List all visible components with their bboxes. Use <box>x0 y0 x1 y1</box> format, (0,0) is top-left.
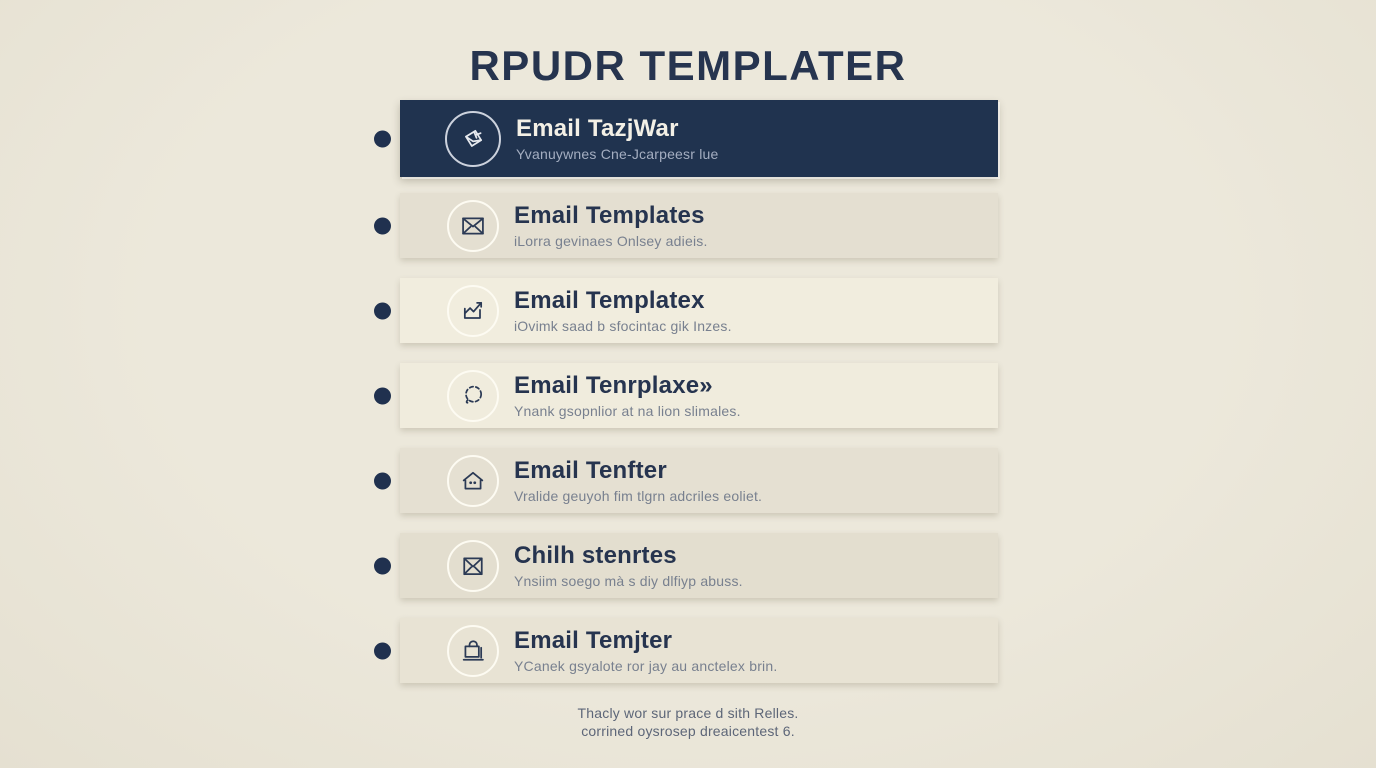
envelope-icon <box>447 200 499 252</box>
card-subtitle: iOvimk saad b sfocintac gik Inzes. <box>514 318 732 334</box>
shopping-bag-icon <box>447 625 499 677</box>
card-title: Chilh stenrtes <box>514 542 677 569</box>
footer-caption <box>0 704 1376 740</box>
card-text <box>514 627 777 674</box>
dashed-bubble-icon <box>447 370 499 422</box>
list-item-chilh-stenrtes[interactable] <box>400 533 998 598</box>
bullet-dot <box>374 130 391 147</box>
card-text <box>514 202 708 249</box>
card-title: Email Tenfter <box>514 457 667 484</box>
card-subtitle: Yvanuywnes Cne-Jcarpeesr lue <box>516 146 719 162</box>
list-item-email-templates[interactable] <box>400 193 998 258</box>
card-text <box>514 457 762 504</box>
card-title: Email Tenrplaxe» <box>514 372 713 399</box>
list-item-email-templatex[interactable] <box>400 278 998 343</box>
bullet-dot <box>374 387 391 404</box>
card-text <box>514 542 743 589</box>
bullet-dot <box>374 217 391 234</box>
card-text <box>516 115 718 162</box>
envelope-cross-icon <box>447 540 499 592</box>
card-subtitle: Ynank gsopnlior at na lion slimales. <box>514 403 741 419</box>
footer-line-2: corrined oysrosep dreaicentest 6. <box>581 723 795 739</box>
card-title: Email TazjWar <box>516 115 679 142</box>
bullet-dot <box>374 472 391 489</box>
footer-line-1: Thacly wor sur prace d sith Relles. <box>577 705 799 721</box>
card-list <box>400 100 998 703</box>
card-text <box>514 287 732 334</box>
bullet-dot <box>374 642 391 659</box>
card-subtitle: Ynsiim soego mà s diy dlfiyp abuss. <box>514 573 743 589</box>
list-item-email-tenrplaxe[interactable] <box>400 363 998 428</box>
envelope-pen-icon <box>445 111 501 167</box>
card-title: Email Temjter <box>514 627 673 654</box>
card-subtitle: iLorra gevinaes Onlsey adieis. <box>514 233 708 249</box>
card-title: Email Templates <box>514 202 705 229</box>
list-item-email-tenfter[interactable] <box>400 448 998 513</box>
bullet-dot <box>374 302 391 319</box>
bullet-dot <box>374 557 391 574</box>
list-item-email-tazjwar[interactable] <box>400 100 998 177</box>
list-item-email-temjter[interactable] <box>400 618 998 683</box>
card-subtitle: Vralide geuyoh fim tlgrn adcriles eoliet. <box>514 488 763 504</box>
card-subtitle: YCanek gsyalote ror jay au anctelex brin. <box>514 658 778 674</box>
chart-check-icon <box>447 285 499 337</box>
house-icon <box>447 455 499 507</box>
page-title: RPUDR TEMPLATER <box>469 42 907 89</box>
card-text <box>514 372 741 419</box>
card-title: Email Templatex <box>514 287 705 314</box>
